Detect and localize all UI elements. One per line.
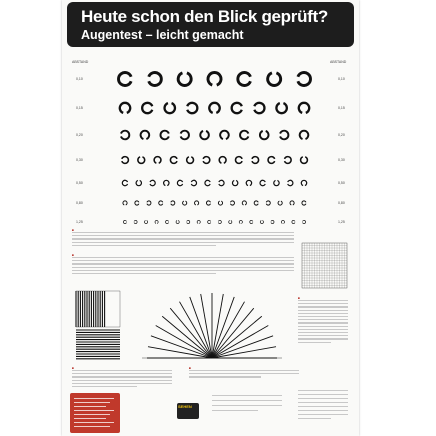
landolt-ring xyxy=(292,220,295,223)
landolt-ring xyxy=(240,131,248,140)
landolt-ring xyxy=(203,157,210,164)
landolt-ring xyxy=(123,220,126,223)
text-line xyxy=(298,310,348,311)
landolt-ring xyxy=(200,131,209,139)
landolt-ring xyxy=(178,73,191,86)
landolt-ring xyxy=(197,220,200,223)
text-line xyxy=(189,373,299,374)
landolt-ring xyxy=(120,103,130,113)
text-line xyxy=(298,338,348,339)
landolt-ring xyxy=(302,201,306,205)
landolt-ring xyxy=(238,73,251,86)
text-line xyxy=(298,398,348,399)
brand-logo xyxy=(177,403,199,419)
text-line xyxy=(212,410,258,411)
landolt-ring xyxy=(274,180,279,185)
poster-title: Heute schon den Blick geprüft? xyxy=(81,7,328,26)
landolt-ring xyxy=(181,131,189,140)
section-heading: ■ xyxy=(72,228,74,232)
footer-text-line xyxy=(74,422,114,423)
landolt-ring xyxy=(187,220,190,223)
landolt-ring xyxy=(170,157,177,164)
row-label-left: 0,10 xyxy=(76,77,83,81)
text-line xyxy=(298,394,348,395)
landolt-ring xyxy=(144,220,147,223)
text-line xyxy=(72,235,294,236)
landolt-ring xyxy=(276,103,286,113)
landolt-ring xyxy=(122,180,127,185)
footer-text-line xyxy=(74,398,114,399)
landolt-ring xyxy=(301,157,308,164)
footer-text-line xyxy=(74,426,110,427)
footer-text-line xyxy=(74,414,110,415)
logo-text: SEHEN xyxy=(178,404,192,409)
text-line xyxy=(298,410,348,411)
eye-test-poster xyxy=(62,0,359,436)
landolt-ring xyxy=(208,220,211,223)
footer-text-line xyxy=(74,410,114,411)
text-line xyxy=(298,390,348,391)
landolt-ring xyxy=(229,220,232,223)
landolt-ring xyxy=(187,157,194,164)
footer-text-line xyxy=(74,402,110,403)
landolt-ring xyxy=(187,103,197,113)
row-label-left: 0,80 xyxy=(76,201,83,205)
landolt-ring xyxy=(236,157,243,164)
text-line xyxy=(298,418,331,419)
landolt-ring xyxy=(252,157,259,164)
landolt-ring xyxy=(268,73,281,86)
landolt-ring xyxy=(176,220,179,223)
right-distance-label: ABSTAND xyxy=(330,60,347,64)
footer-text-line xyxy=(74,418,106,419)
text-line xyxy=(212,400,282,401)
row-label-right: 0,20 xyxy=(338,133,345,137)
landolt-ring xyxy=(271,220,274,223)
landolt-ring xyxy=(278,201,282,205)
landolt-ring xyxy=(209,103,219,113)
text-line xyxy=(72,263,294,264)
text-line xyxy=(72,238,294,239)
landolt-ring xyxy=(119,73,132,86)
text-line xyxy=(212,395,282,396)
landolt-ring xyxy=(183,201,187,205)
section-heading: ■ xyxy=(72,253,74,257)
left-distance-label: ABSTAND xyxy=(72,60,89,64)
text-line xyxy=(189,370,299,371)
landolt-ring xyxy=(123,201,127,205)
row-label-right: 0,10 xyxy=(338,77,345,81)
landolt-ring xyxy=(150,180,155,185)
row-label-right: 0,15 xyxy=(338,106,345,110)
text-line xyxy=(298,335,348,336)
text-line xyxy=(298,303,348,304)
text-line xyxy=(298,319,348,320)
landolt-ring xyxy=(218,201,222,205)
landolt-ring xyxy=(154,157,161,164)
section-heading: ■ xyxy=(189,366,191,370)
text-line xyxy=(72,232,294,233)
text-line xyxy=(72,257,294,258)
landolt-ring xyxy=(171,201,175,205)
text-line xyxy=(189,376,261,377)
landolt-ring xyxy=(155,220,158,223)
text-line xyxy=(298,402,348,403)
landolt-ring xyxy=(165,103,175,113)
text-line xyxy=(212,405,282,406)
landolt-ring xyxy=(254,201,258,205)
text-line xyxy=(298,342,331,343)
landolt-ring xyxy=(300,131,309,139)
landolt-ring xyxy=(290,201,294,205)
landolt-ring xyxy=(281,220,284,223)
landolt-ring xyxy=(135,201,139,205)
landolt-ring xyxy=(191,180,196,185)
landolt-ring xyxy=(121,131,129,140)
text-line xyxy=(72,270,294,271)
landolt-ring xyxy=(260,131,269,139)
landolt-ring xyxy=(164,180,169,185)
landolt-ring xyxy=(218,220,221,223)
landolt-ring xyxy=(219,180,224,185)
text-line xyxy=(72,267,294,268)
row-label-left: 0,50 xyxy=(76,181,83,185)
landolt-ring xyxy=(122,157,129,164)
text-line xyxy=(72,383,172,384)
text-line xyxy=(298,313,348,314)
landolt-ring xyxy=(206,201,210,205)
text-line xyxy=(298,406,348,407)
landolt-ring xyxy=(205,180,210,185)
text-line xyxy=(298,329,348,330)
row-label-right: 0,80 xyxy=(338,201,345,205)
landolt-ring xyxy=(260,220,263,223)
text-line xyxy=(72,373,172,374)
landolt-ring xyxy=(254,103,264,113)
landolt-ring xyxy=(288,180,293,185)
landolt-ring xyxy=(136,180,141,185)
row-label-left: 0,15 xyxy=(76,106,83,110)
row-label-left: 0,30 xyxy=(76,158,83,162)
landolt-ring xyxy=(266,201,270,205)
text-line xyxy=(298,322,348,323)
landolt-ring xyxy=(220,131,229,139)
text-line xyxy=(298,306,348,307)
text-line xyxy=(72,380,172,381)
row-label-right: 0,50 xyxy=(338,181,345,185)
text-line xyxy=(72,386,137,387)
landolt-ring xyxy=(134,220,137,223)
landolt-ring xyxy=(195,201,199,205)
landolt-ring xyxy=(141,131,150,139)
text-line xyxy=(298,414,348,415)
text-line xyxy=(298,300,348,301)
text-line xyxy=(72,370,172,371)
text-line xyxy=(298,332,348,333)
landolt-ring xyxy=(149,73,162,86)
section-heading: ■ xyxy=(298,296,300,300)
text-line xyxy=(72,273,216,274)
text-line xyxy=(298,316,348,317)
landolt-ring xyxy=(239,220,242,223)
landolt-ring xyxy=(142,103,152,113)
landolt-ring xyxy=(250,220,253,223)
text-line xyxy=(72,260,294,261)
text-line xyxy=(298,326,348,327)
landolt-ring xyxy=(260,180,265,185)
poster-subtitle: Augentest – leicht gemacht xyxy=(81,28,244,42)
landolt-ring xyxy=(246,180,251,185)
landolt-ring xyxy=(208,73,221,86)
text-line xyxy=(72,376,172,377)
landolt-ring xyxy=(232,180,237,185)
section-heading: ■ xyxy=(72,366,74,370)
landolt-ring xyxy=(219,157,226,164)
landolt-ring xyxy=(160,131,168,140)
landolt-ring xyxy=(302,220,305,223)
landolt-ring xyxy=(230,201,234,205)
landolt-ring xyxy=(280,131,288,140)
text-line xyxy=(72,245,216,246)
landolt-ring xyxy=(299,103,309,113)
landolt-ring xyxy=(268,157,275,164)
row-label-left: 0,20 xyxy=(76,133,83,137)
text-line xyxy=(72,242,294,243)
landolt-ring xyxy=(138,157,145,164)
row-label-left: 1,25 xyxy=(76,220,83,224)
row-label-right: 0,30 xyxy=(338,158,345,162)
landolt-ring xyxy=(159,201,163,205)
landolt-ring xyxy=(242,201,246,205)
landolt-ring xyxy=(298,73,311,86)
row-label-right: 1,25 xyxy=(338,220,345,224)
landolt-ring xyxy=(177,180,182,185)
landolt-ring xyxy=(166,220,169,223)
landolt-ring xyxy=(285,157,292,164)
landolt-ring xyxy=(301,180,306,185)
landolt-ring xyxy=(147,201,151,205)
footer-text-line xyxy=(74,406,106,407)
footer-info-box xyxy=(70,393,120,433)
landolt-ring xyxy=(232,103,242,113)
